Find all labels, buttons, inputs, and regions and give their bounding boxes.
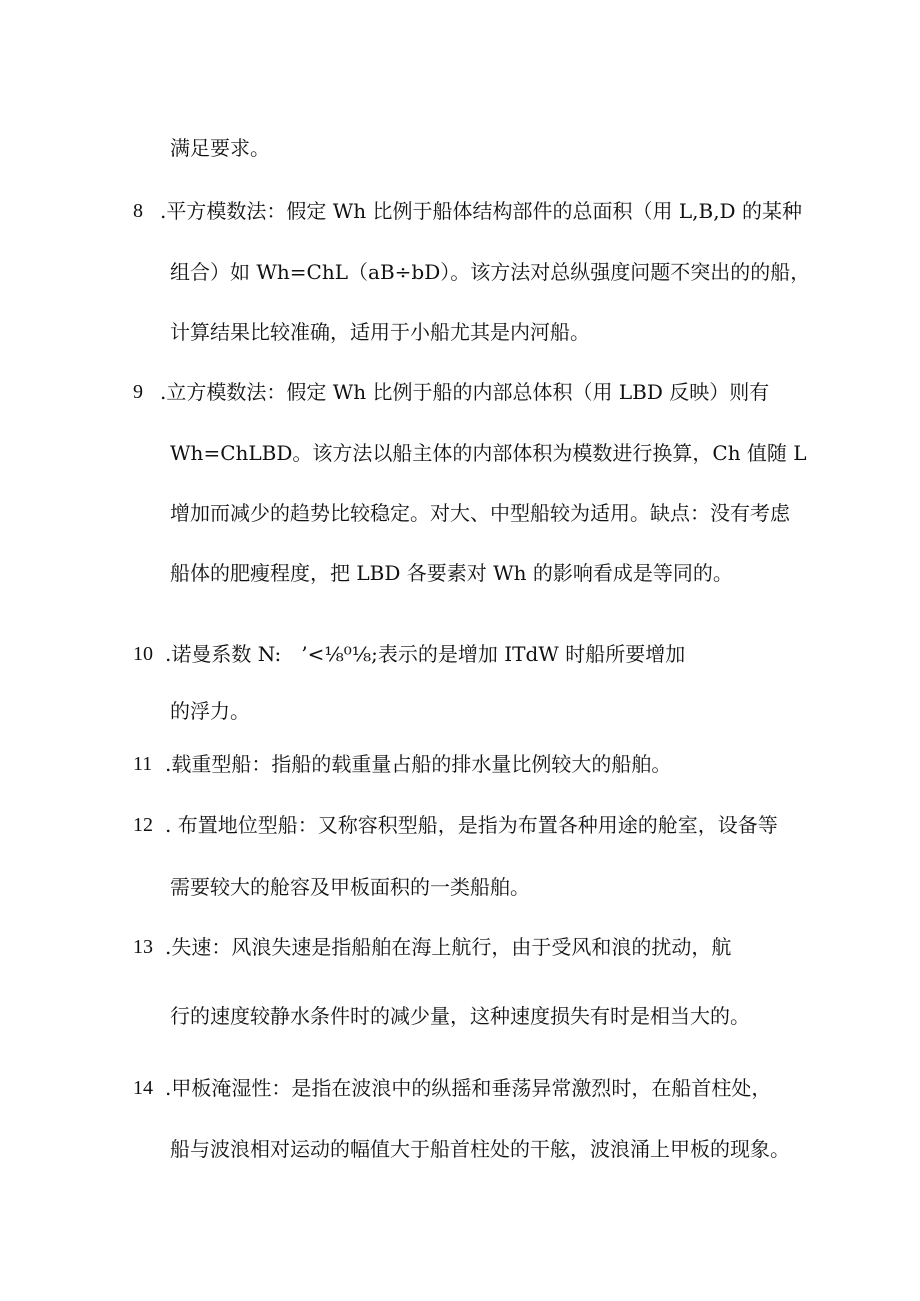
text-line: 行的速度较静水条件时的减少量，这种速度损失有时是相当大的。 [170, 1004, 750, 1028]
text-line: 的浮力。 [170, 699, 250, 723]
text-line: .失速：风浪失速是指船舶在海上航行，由于受风和浪的扰动，航 [165, 935, 732, 959]
text-line: 船体的肥瘦程度，把 LBD 各要素对 Wh 的影响看成是等同的。 [170, 561, 733, 585]
text-line: .载重型船：指船的载重量占船的排水量比例较大的船舶。 [165, 752, 672, 776]
item-number: 12 [133, 814, 153, 836]
text-line: 组合）如 Wh=ChL（aB÷bD）。该方法对总纵强度问题不突出的的船， [170, 260, 811, 284]
text-line: 满足要求。 [170, 136, 270, 160]
text-line: .甲板淹湿性：是指在波浪中的纵摇和垂荡异常激烈时，在船首柱处， [165, 1076, 772, 1100]
text-line: .立方模数法：假定 Wh 比例于船的内部总体积（用 LBD 反映）则有 [160, 380, 770, 404]
text-line: .诺曼系数 N: ’<⅛⁰⅛;表示的是增加 ITdW 时船所要增加 [165, 642, 686, 666]
text-line: 计算结果比较准确，适用于小船尤其是内河船。 [170, 320, 590, 344]
item-number: 8 [133, 200, 143, 222]
text-line: Wh=ChLBD。该方法以船主体的内部体积为模数进行换算，Ch 值随 L [170, 441, 807, 465]
text-line: 增加而减少的趋势比较稳定。对大、中型船较为适用。缺点：没有考虑 [170, 501, 790, 525]
item-number: 13 [133, 936, 153, 958]
item-number: 9 [133, 381, 143, 403]
text-line: 需要较大的舱容及甲板面积的一类船舶。 [170, 875, 530, 899]
item-number: 14 [133, 1077, 153, 1099]
text-line: .平方模数法：假定 Wh 比例于船体结构部件的总面积（用 L,B,D 的某种 [160, 199, 802, 223]
item-number: 11 [133, 753, 153, 775]
text-line: . 布置地位型船：又称容积型船，是指为布置各种用途的舱室，设备等 [165, 813, 778, 837]
item-number: 10 [133, 643, 153, 665]
text-line: 船与波浪相对运动的幅值大于船首柱处的干舷，波浪涌上甲板的现象。 [170, 1137, 790, 1161]
